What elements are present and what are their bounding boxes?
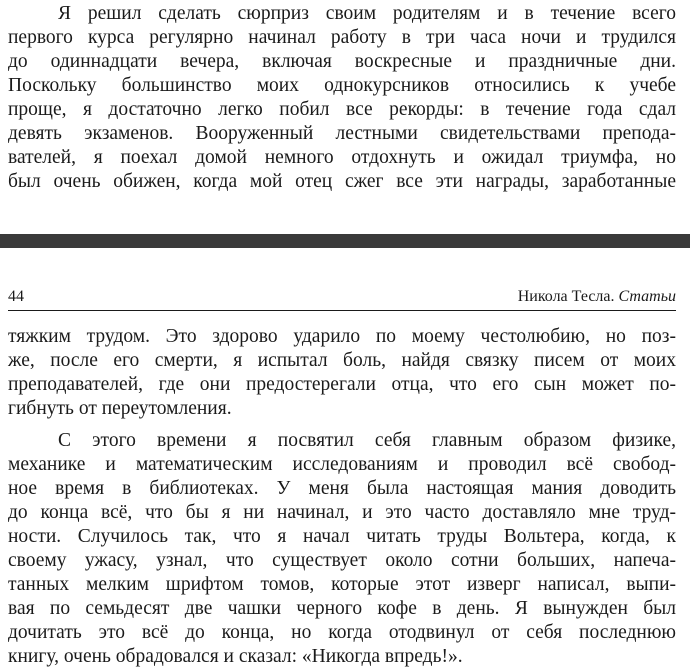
text-line: вая по семьдесят две чашки черного кофе в день. Я вынужден был bbox=[8, 598, 676, 619]
text-line: ное время в библиотеках. У меня была настоящая мания доводить bbox=[8, 478, 676, 499]
header-rule bbox=[8, 310, 676, 311]
text-line: С этого времени я посвятил себя главным образом физике, bbox=[58, 430, 676, 451]
text-line: механике и математическим исследованиям и проводил всё свобод- bbox=[8, 454, 676, 475]
text-line: первого курса регулярно начинал работу в три часа ночи и трудился bbox=[8, 27, 676, 48]
text-line: был очень обижен, когда мой отец сжег все эти награды, заработанные bbox=[8, 171, 676, 192]
text-line: своему ужасу, узнал, что существует около сотни больших, напеча- bbox=[8, 550, 676, 571]
text-line: проще, я достаточно легко побил все рекорды: в течение года сдал bbox=[8, 99, 676, 120]
text-line: девять экзаменов. Вооруженный лестными свидетельствами препода- bbox=[8, 123, 676, 144]
text-line: дочитать это всё до конца, но когда отодвинул от себя последнюю bbox=[8, 622, 676, 643]
top-page bbox=[0, 0, 690, 234]
text-line: танных мелким шрифтом томов, которые этот изверг написал, выпи- bbox=[8, 574, 676, 595]
text-line: же, после его смерти, я испытал боль, найдя связку писем от моих bbox=[8, 350, 676, 371]
text-line: Поскольку большинство моих однокурсников относились к учебе bbox=[8, 75, 676, 96]
text-line: ности. Случилось так, что я начал читать труды Вольтера, когда, к bbox=[8, 526, 676, 547]
page-number: 44 bbox=[8, 288, 24, 305]
running-title-author: Никола Тесла. bbox=[517, 288, 615, 305]
text-line: до конца всё, что бы я ни начинал, и это часто доставляло мне труд- bbox=[8, 502, 676, 523]
running-title bbox=[518, 286, 676, 308]
text-line: до одиннадцати вечера, включая воскресные и праздничные дни. bbox=[8, 51, 676, 72]
text-line: Я решил сделать сюрприз своим родителям и в течение всего bbox=[58, 3, 676, 24]
running-title-work: Статьи bbox=[618, 288, 676, 305]
text-line: тяжким трудом. Это здорово ударило по моему честолюбию, но поз- bbox=[8, 326, 676, 347]
bottom-page bbox=[0, 248, 690, 671]
text-line: книгу, очень обрадовался и сказал: «Никогда впредь!». bbox=[8, 646, 463, 667]
text-line: вателей, я поехал домой немного отдохнуть и ожидал триумфа, но bbox=[8, 147, 676, 168]
text-line: гибнуть от переутомления. bbox=[8, 398, 232, 419]
running-head bbox=[8, 286, 676, 310]
text-line: преподавателей, где они предостерегали отца, что его сын может по- bbox=[8, 374, 676, 395]
page-divider bbox=[0, 234, 690, 248]
